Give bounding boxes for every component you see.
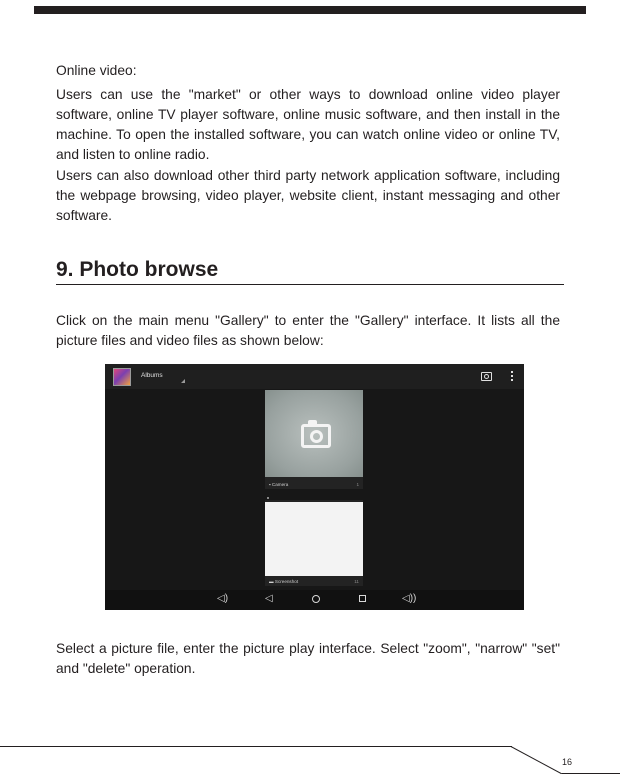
- overflow-menu-icon: [511, 371, 513, 381]
- separator-dot: [267, 497, 269, 499]
- heading-rule: [56, 284, 564, 285]
- volume-down-icon: ◁): [217, 593, 229, 604]
- album-count: 1: [356, 482, 359, 487]
- header-bar: [34, 6, 586, 14]
- back-icon: ◁: [265, 593, 273, 604]
- section-heading: 9. Photo browse: [56, 258, 219, 281]
- system-nav-bar: [105, 590, 524, 610]
- online-video-paragraph: Users can use the "market" or other ways to download online video player software, online TV player software, online music software, and then install in the machine. To open the installed software, you can watch online video or online TV, and listen to online radio.: [56, 87, 560, 162]
- album-tile-camera: [265, 390, 363, 489]
- third-party-paragraph: Users can also download other third party network application software, including the webpage browsing, video player, website client, instant messaging and other software.: [56, 168, 560, 223]
- recents-icon: [359, 595, 366, 602]
- footer-rule: [0, 746, 512, 747]
- home-icon: [312, 595, 320, 603]
- gallery-app-icon: [113, 368, 131, 386]
- albums-dropdown-label: Albums: [141, 372, 163, 379]
- camera-icon: [481, 372, 492, 381]
- footer-diagonal: [510, 746, 562, 774]
- album-thumbnail: [265, 502, 363, 576]
- page-number: 16: [562, 757, 573, 767]
- gallery-screenshot: [105, 364, 524, 610]
- album-caption: ▪ Camera: [269, 482, 289, 487]
- gallery-action-bar: [105, 364, 524, 389]
- album-tile-screenshot: [265, 500, 363, 586]
- dropdown-indicator-icon: [181, 379, 185, 383]
- closing-paragraph: Select a picture file, enter the picture play interface. Select "zoom", "narrow" "set" and "delete" operation.: [56, 641, 560, 676]
- album-caption: ▬ Screenshot: [269, 579, 299, 584]
- camera-placeholder-icon: [301, 424, 331, 448]
- volume-up-icon: ◁)): [402, 593, 417, 604]
- gallery-paragraph: Click on the main menu "Gallery" to enter the "Gallery" interface. It lists all the picture files and video files as shown below:: [56, 313, 560, 348]
- album-thumbnail: [265, 390, 363, 477]
- online-video-label: Online video:: [56, 63, 137, 78]
- album-count: 11: [354, 579, 359, 584]
